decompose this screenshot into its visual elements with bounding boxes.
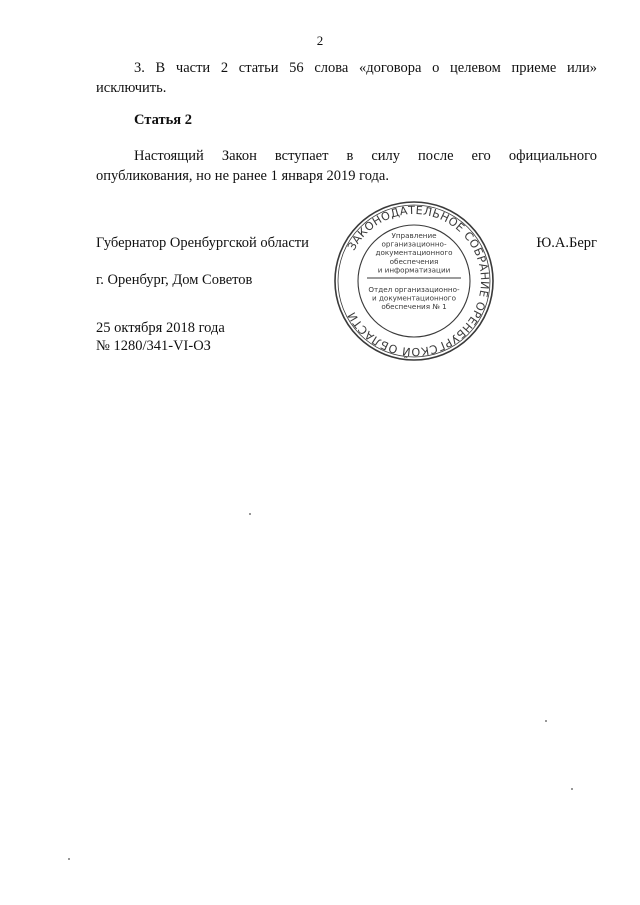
clause-3-line-1: 3. В части 2 статьи 56 слова «договора о целевом приеме или» [134,60,597,76]
signing-date: 25 октября 2018 года [96,320,225,336]
seal-upper-line: организационно- [381,239,447,249]
seal-upper-line: и информатизации [377,265,451,275]
scan-speck [545,720,547,722]
clause-3 [96,58,597,98]
scan-speck [68,858,70,860]
seal-upper-line: Управление [391,231,437,240]
article-2-text [96,146,597,186]
seal-upper-line: документационного [375,248,453,258]
seal-lower-line: Отдел организационно- [368,285,460,294]
seal-upper-line: обеспечения [389,256,439,266]
seal-lower-line: обеспечения № 1 [381,302,447,312]
article-2-heading: Статья 2 [134,112,192,128]
official-seal [331,198,497,364]
scan-speck [571,788,573,790]
svg-text:ЗАКОНОДАТЕЛЬНОЕ СОБРАНИЕ ОРЕНБ [345,204,491,358]
seal-ring-text: ЗАКОНОДАТЕЛЬНОЕ СОБРАНИЕ ОРЕНБУРГСКОЙ ОБЛАСТИ [345,203,492,359]
governor-title: Губернатор Оренбургской области [96,235,309,251]
page-number: 2 [316,33,324,48]
article-2-line-2: опубликования, но не ранее 1 января 2019 года. [96,168,389,184]
article-2-line-1: Настоящий Закон вступает в силу после его официального [134,148,597,164]
signing-place: г. Оренбург, Дом Советов [96,272,253,288]
scan-speck [249,513,251,515]
clause-3-line-2: исключить. [96,80,167,96]
seal-lower-line: и документационного [372,293,456,303]
signer-name: Ю.А.Берг [536,235,597,251]
law-number: № 1280/341-VI-ОЗ [96,338,211,354]
